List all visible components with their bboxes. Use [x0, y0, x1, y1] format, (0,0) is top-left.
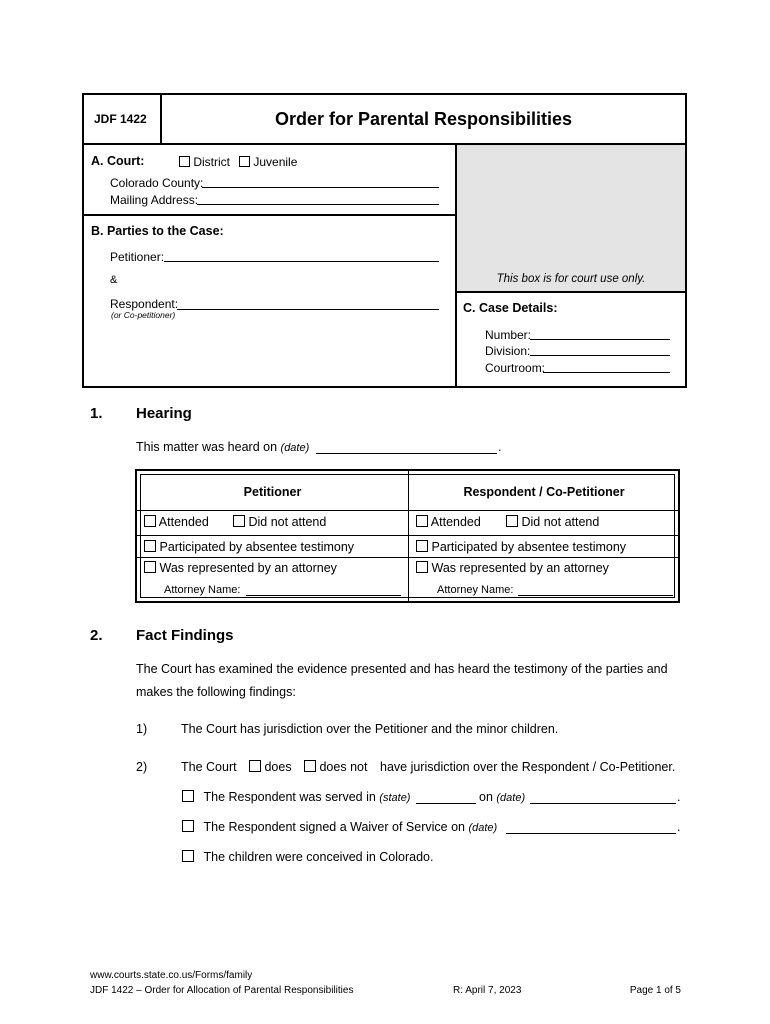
footer-url: www.courts.state.co.us/Forms/family	[90, 970, 253, 981]
juvenile-label: Juvenile	[253, 155, 298, 169]
respondent-attorney-label: Attorney Name:	[437, 584, 514, 596]
juvenile-checkbox[interactable]	[239, 156, 250, 167]
absentee-label: Participated by absentee testimony	[159, 540, 355, 554]
divider	[84, 214, 457, 216]
attended-label: Attended	[430, 515, 481, 529]
item-number: 1)	[136, 722, 148, 736]
conceived-checkbox[interactable]	[182, 850, 194, 862]
caption-box	[82, 93, 687, 388]
division-field[interactable]	[530, 355, 670, 356]
footer-revision: R: April 7, 2023	[453, 985, 522, 996]
divider	[455, 291, 685, 293]
mailing-label: Mailing Address:	[110, 193, 199, 207]
petitioner-represented-checkbox[interactable]	[144, 561, 156, 573]
item-number: 2)	[136, 760, 148, 774]
does-label: does	[264, 760, 292, 774]
table-divider	[137, 510, 678, 511]
period: .	[677, 820, 681, 834]
petitioner-represented[interactable]	[144, 561, 337, 575]
section-number: 2.	[90, 627, 103, 644]
district-label: District	[193, 155, 231, 169]
hearing-text	[136, 440, 309, 454]
served-on-label	[479, 790, 525, 804]
section-title-hearing: Hearing	[136, 405, 192, 422]
respondent-attended[interactable]	[416, 515, 481, 529]
findings-intro-line2: makes the following findings:	[136, 685, 296, 699]
petitioner-did-not-attend-checkbox[interactable]	[233, 515, 245, 527]
court-use-area	[457, 145, 685, 291]
parties-label: B. Parties to the Case:	[91, 224, 224, 238]
attended-label: Attended	[158, 515, 209, 529]
form-id: JDF 1422	[94, 112, 147, 126]
respondent-represented[interactable]	[416, 561, 609, 575]
case-number-field[interactable]	[530, 339, 670, 340]
section-title-fact-findings: Fact Findings	[136, 627, 234, 644]
respondent-note: (or Co-petitioner)	[111, 310, 176, 320]
served-state-field[interactable]	[416, 803, 476, 804]
findings-intro-line1: The Court has examined the evidence presented and has heard the testimony of the parties and	[136, 662, 668, 676]
does-not-checkbox[interactable]	[304, 760, 316, 772]
district-checkbox[interactable]	[179, 156, 190, 167]
petitioner-attorney-label: Attorney Name:	[164, 584, 241, 596]
does-not-label: does not	[319, 760, 368, 774]
hearing-date-field[interactable]	[316, 453, 497, 454]
petitioner-absentee-checkbox[interactable]	[144, 540, 156, 552]
did-not-attend-label: Did not attend	[248, 515, 327, 529]
date-hint: (date)	[468, 822, 498, 834]
waiver-label: The Respondent signed a Waiver of Service on	[203, 820, 465, 834]
county-label: Colorado County:	[110, 176, 204, 190]
does-option[interactable]	[249, 760, 292, 774]
section-number: 1.	[90, 405, 103, 422]
state-hint: (state)	[379, 792, 411, 804]
does-not-option[interactable]	[304, 760, 367, 774]
division-label: Division:	[485, 344, 531, 358]
courtroom-field[interactable]	[543, 372, 670, 373]
waiver-checkbox[interactable]	[182, 820, 194, 832]
period: .	[498, 440, 502, 454]
petitioner-did-not-attend[interactable]	[233, 515, 326, 529]
juvenile-option[interactable]	[239, 155, 297, 169]
petitioner-absentee[interactable]	[144, 540, 354, 554]
petitioner-header: Petitioner	[243, 485, 302, 499]
mailing-field[interactable]	[197, 204, 439, 205]
date-hint: (date)	[496, 792, 526, 804]
respondent-absentee-checkbox[interactable]	[416, 540, 428, 552]
did-not-attend-label: Did not attend	[521, 515, 600, 529]
does-checkbox[interactable]	[249, 760, 261, 772]
courtroom-label: Courtroom:	[485, 361, 546, 375]
petitioner-field[interactable]	[164, 261, 439, 262]
footer-form-line: JDF 1422 – Order for Allocation of Parental Responsibilities	[90, 985, 354, 996]
county-field[interactable]	[202, 187, 439, 188]
on-label: on	[479, 790, 493, 804]
waiver-option[interactable]	[182, 820, 497, 834]
waiver-date-field[interactable]	[506, 833, 676, 834]
respondent-absentee[interactable]	[416, 540, 626, 554]
footer-page: Page 1 of 5	[629, 985, 681, 996]
represented-label: Was represented by an attorney	[431, 561, 609, 575]
respondent-label: Respondent:	[110, 297, 179, 311]
represented-label: Was represented by an attorney	[159, 561, 337, 575]
petitioner-attended-checkbox[interactable]	[144, 515, 156, 527]
petitioner-attended[interactable]	[144, 515, 209, 529]
form-title: Order for Parental Responsibilities	[274, 109, 573, 129]
absentee-label: Participated by absentee testimony	[431, 540, 627, 554]
finding-court-prefix: The Court	[181, 760, 237, 774]
hearing-text-label: This matter was heard on	[136, 440, 278, 454]
served-checkbox[interactable]	[182, 790, 194, 802]
case-number-label: Number:	[485, 328, 532, 342]
table-divider	[137, 557, 678, 558]
respondent-did-not-attend-checkbox[interactable]	[506, 515, 518, 527]
period: .	[677, 790, 681, 804]
petitioner-label: Petitioner:	[110, 250, 165, 264]
respondent-did-not-attend[interactable]	[506, 515, 599, 529]
conceived-label: The children were conceived in Colorado.	[203, 850, 434, 864]
finding-court-suffix: have jurisdiction over the Respondent / Co-Petitioner.	[380, 760, 676, 774]
date-hint: (date)	[280, 442, 310, 454]
table-divider	[137, 535, 678, 536]
respondent-field[interactable]	[177, 309, 439, 310]
divider	[455, 143, 457, 386]
ampersand: &	[110, 274, 118, 286]
case-details-label: C. Case Details:	[463, 301, 558, 315]
district-option[interactable]	[179, 155, 230, 169]
respondent-represented-checkbox[interactable]	[416, 561, 428, 573]
conceived-option[interactable]	[182, 850, 433, 864]
petitioner-attorney-field[interactable]	[246, 595, 401, 596]
served-option[interactable]	[182, 790, 410, 804]
court-use-text: This box is for court use only.	[496, 273, 646, 285]
finding-jurisdiction-petitioner: The Court has jurisdiction over the Petitioner and the minor children.	[181, 722, 559, 736]
respondent-attended-checkbox[interactable]	[416, 515, 428, 527]
respondent-attorney-field[interactable]	[518, 595, 673, 596]
court-label: A. Court:	[91, 154, 145, 168]
respondent-header: Respondent / Co-Petitioner	[463, 485, 625, 499]
served-label: The Respondent was served in	[203, 790, 376, 804]
served-date-field[interactable]	[530, 803, 676, 804]
